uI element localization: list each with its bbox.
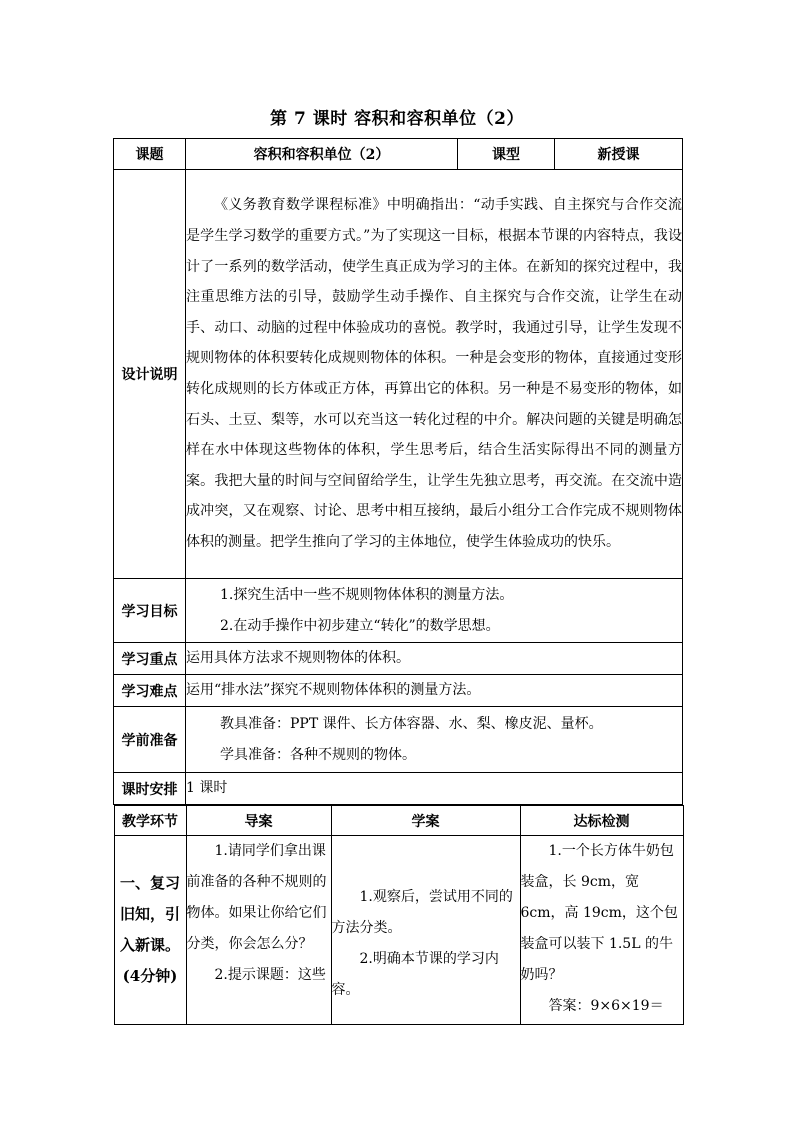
study-cell	[331, 836, 520, 1025]
label-topic: 课题	[114, 139, 186, 170]
col-guide-header: 导案	[186, 806, 331, 836]
goals-row	[114, 579, 683, 643]
columns-row	[114, 806, 683, 836]
col-study-header: 学案	[331, 806, 520, 836]
teaching-section	[114, 805, 683, 1026]
check-item: 1.一个长方体牛奶包装盒，长 9cm，宽 6cm，高 19cm，这个包装盒可以装下 1.5L 的牛奶吗？	[520, 843, 678, 983]
check-item: 答案：9×6×19＝	[548, 998, 664, 1014]
key-row	[114, 643, 683, 675]
prep-cell	[186, 707, 683, 773]
label-difficulty: 学习难点	[114, 675, 186, 707]
goals-cell	[186, 579, 683, 643]
goal-item: 1.探究生活中一些不规则物体体积的测量方法。	[220, 586, 514, 603]
prep-item: 学具准备：各种不规则的物体。	[220, 746, 416, 763]
key-text: 运用具体方法求不规则物体的体积。	[186, 643, 683, 675]
check-cell	[520, 836, 683, 1025]
header-row	[114, 139, 683, 170]
prep-item: 教具准备：PPT 课件、长方体容器、水、梨、橡皮泥、量杯。	[220, 715, 603, 732]
label-hours: 课时安排	[114, 773, 186, 805]
design-text: 《义务教育数学课程标准》中明确指出：“动手实践、自主探究与合作交流是学生学习数学的重要方式。”为了实现这一目标，根据本节课的内容特点，我设计了一系列的数学活动，使学生真正成为学习的主体。在新知的探究过程中，我注重思维方法的引导，鼓励学生动手操作、自主探究与合作交流，让学生在动手、动口、动脑的过程中体验成功的喜悦。教学时，我通过引导，让学生发现不规则物体的体积要转化成规则物体的体积。一种是会变形的物体，直接通过变形转化成规则的长方体或正方体，再算出它的体积。另一种是不易变形的物体，如石头、土豆、梨等，水可以充当这一转化过程的中介。解决问题的关键是明确怎样在水中体现这些物体的体积，学生思考后，结合生活实际得出不同的测量方案。我把大量的时间与空间留给学生，让学生先独立思考，再交流。在交流中造成冲突，又在观察、讨论、思考中相互接纳，最后小组分工合作完成不规则物体体积的测量。把学生推向了学习的主体地位，使学生体验成功的快乐。	[186, 197, 683, 550]
hours-row	[114, 773, 683, 805]
label-design: 设计说明	[114, 170, 186, 579]
lesson-plan-table	[113, 138, 683, 1025]
goal-item: 2.在动手操作中初步建立“转化”的数学思想。	[220, 617, 500, 634]
col-check-header: 达标检测	[520, 806, 683, 836]
design-text-cell	[186, 170, 683, 579]
hours-text: 1 课时	[186, 773, 683, 805]
guide-cell	[186, 836, 331, 1025]
design-row	[114, 170, 683, 579]
col-stage-header: 教学环节	[114, 806, 186, 836]
stage-label: 一、复习旧知，引入新课。(4分钟)	[114, 836, 186, 1025]
prep-row	[114, 707, 683, 773]
difficulty-text: 运用“排水法”探究不规则物体体积的测量方法。	[186, 675, 683, 707]
type-value: 新授课	[555, 139, 683, 170]
difficulty-row	[114, 675, 683, 707]
study-item: 1.观察后，尝试用不同的方法分类。	[331, 889, 513, 936]
teaching-table	[114, 805, 684, 1025]
label-prep: 学前准备	[114, 707, 186, 773]
label-key: 学习重点	[114, 643, 186, 675]
guide-item: 2.提示课题：这些	[214, 967, 326, 983]
label-type: 课型	[458, 139, 555, 170]
stage-row	[114, 836, 683, 1025]
label-goals: 学习目标	[114, 579, 186, 643]
page-title: 第 7 课时 容积和容积单位（2）	[270, 109, 524, 129]
study-item: 2.明确本节课的学习内容。	[331, 951, 499, 998]
topic-value: 容积和容积单位（2）	[186, 139, 458, 170]
guide-item: 1.请同学们拿出课前准备的各种不规则的物体。如果让你给它们分类，你会怎么分？	[186, 843, 327, 952]
